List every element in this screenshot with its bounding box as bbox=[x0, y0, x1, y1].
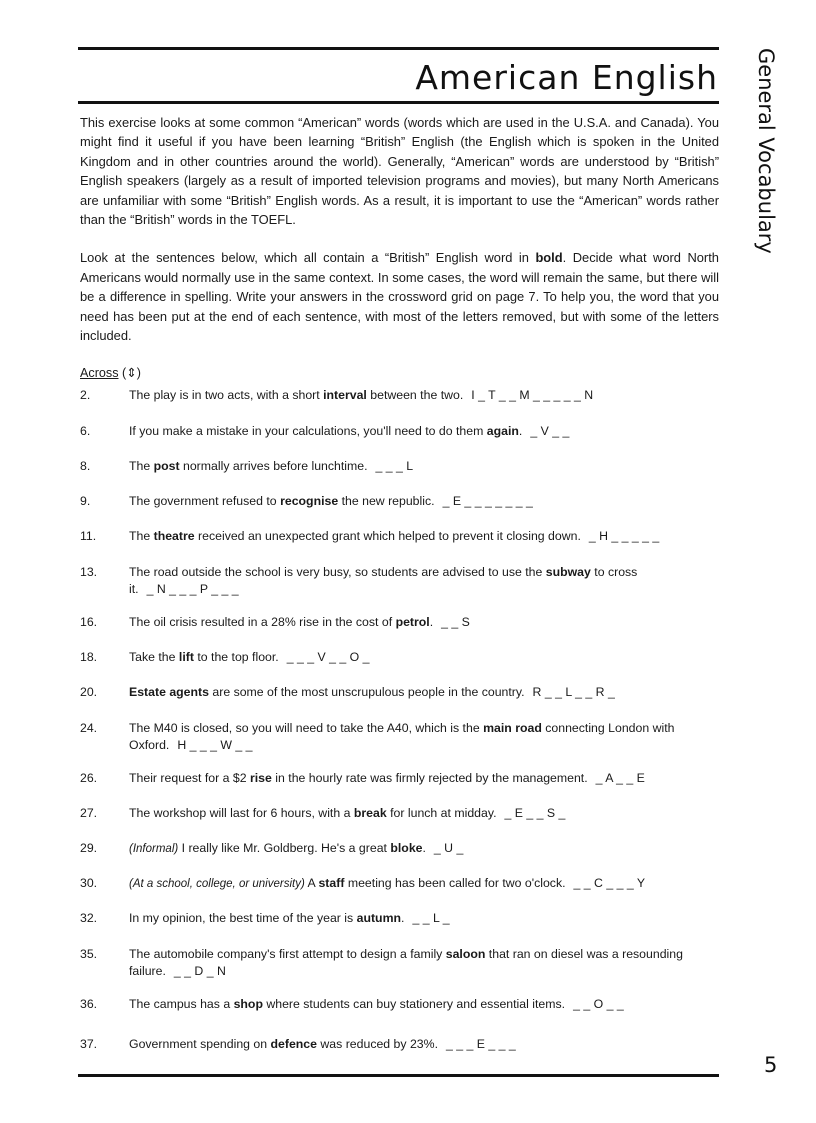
question-text bbox=[129, 650, 719, 667]
answer-hint: _ U _ bbox=[433, 841, 464, 855]
question-text bbox=[129, 565, 719, 598]
british-word: defence bbox=[270, 1037, 317, 1051]
sentence-start: The road outside the school is very busy, so students are advised to use the bbox=[129, 565, 546, 579]
british-word: shop bbox=[233, 997, 263, 1011]
question-text bbox=[129, 721, 719, 754]
sentence-end: that ran on diesel was a resounding failure. bbox=[129, 947, 683, 978]
british-word: saloon bbox=[445, 947, 486, 961]
british-word: again bbox=[486, 424, 519, 438]
context-note: (At a school, college, or university) bbox=[129, 878, 305, 890]
british-word: petrol bbox=[395, 615, 430, 629]
question-item bbox=[80, 997, 719, 1014]
question-text bbox=[129, 424, 719, 441]
question-number: 30. bbox=[80, 876, 98, 890]
answer-hint: _ _ D _ N bbox=[173, 963, 226, 978]
sentence-start: A bbox=[304, 876, 319, 890]
british-word: bloke bbox=[390, 841, 423, 855]
sentence-end: . bbox=[401, 911, 405, 925]
question-item bbox=[80, 388, 719, 405]
sentence-end: . bbox=[422, 841, 426, 855]
question-number: 8. bbox=[80, 459, 91, 473]
question-item bbox=[80, 459, 719, 476]
question-item bbox=[80, 911, 719, 928]
british-word: recognise bbox=[280, 494, 339, 508]
answer-hint: R _ _ L _ _ R _ bbox=[532, 685, 615, 699]
sentence-start: I really like Mr. Goldberg. He's a great bbox=[178, 841, 391, 855]
question-item bbox=[80, 1037, 719, 1054]
footer-rule bbox=[78, 1074, 719, 1077]
page-title: American English bbox=[415, 58, 718, 97]
question-item bbox=[80, 947, 719, 980]
sentence-end: for lunch at midday. bbox=[386, 806, 497, 820]
answer-hint: _ _ _ L bbox=[375, 459, 414, 473]
question-number: 24. bbox=[80, 721, 98, 735]
question-number: 16. bbox=[80, 615, 98, 629]
sentence-start: The M40 is closed, so you will need to take the A40, which is the bbox=[129, 721, 484, 735]
question-item bbox=[80, 721, 719, 754]
answer-hint: _ V _ _ bbox=[530, 424, 570, 438]
question-number: 6. bbox=[80, 424, 91, 438]
sentence-start: If you make a mistake in your calculations, you'll need to do them bbox=[129, 424, 487, 438]
intro-section bbox=[80, 113, 719, 384]
british-word: post bbox=[153, 459, 180, 473]
sentence-end: connecting London with Oxford. bbox=[129, 721, 675, 752]
question-text bbox=[129, 806, 719, 823]
question-item bbox=[80, 424, 719, 441]
answer-hint: _ E _ _ S _ bbox=[504, 806, 566, 820]
question-number: 13. bbox=[80, 565, 98, 579]
question-number: 9. bbox=[80, 494, 91, 508]
question-text bbox=[129, 911, 719, 928]
british-word: break bbox=[353, 806, 387, 820]
answer-hint: _ _ _ E _ _ _ bbox=[446, 1037, 516, 1051]
question-item bbox=[80, 529, 719, 546]
answer-hint: _ E _ _ _ _ _ _ _ bbox=[442, 494, 533, 508]
answer-hint: _ N _ _ _ P _ _ _ bbox=[146, 581, 239, 596]
across-heading: Across (⇕) bbox=[80, 366, 141, 381]
question-number: 26. bbox=[80, 771, 98, 785]
side-label-text: General Vocabulary bbox=[754, 48, 778, 254]
sentence-end: between the two. bbox=[366, 388, 464, 402]
header-bottom-rule bbox=[78, 101, 719, 104]
sentence-start: The oil crisis resulted in a 28% rise in the cost of bbox=[129, 615, 396, 629]
sentence-end: to the top floor. bbox=[193, 650, 279, 664]
question-text bbox=[129, 841, 719, 858]
question-number: 37. bbox=[80, 1037, 98, 1051]
question-item bbox=[80, 685, 719, 702]
british-word: main road bbox=[483, 721, 542, 735]
question-number: 35. bbox=[80, 947, 98, 961]
sentence-start: Their request for a $2 bbox=[129, 771, 250, 785]
question-item bbox=[80, 806, 719, 823]
sentence-start: The automobile company's first attempt to design a family bbox=[129, 947, 446, 961]
sentence-end: received an unexpected grant which helped to prevent it closing down. bbox=[194, 529, 581, 543]
question-text bbox=[129, 997, 719, 1014]
british-word: interval bbox=[323, 388, 367, 402]
question-item bbox=[80, 771, 719, 788]
answer-hint: _ _ L _ bbox=[412, 911, 450, 925]
answer-hint: _ _ C _ _ _ Y bbox=[573, 876, 646, 890]
sentence-end: . bbox=[429, 615, 434, 629]
british-word: lift bbox=[178, 650, 194, 664]
question-number: 11. bbox=[80, 529, 97, 543]
question-item bbox=[80, 615, 719, 632]
sentence-start: In my opinion, the best time of the year is bbox=[129, 911, 357, 925]
question-number: 20. bbox=[80, 685, 98, 699]
sentence-end: are some of the most unscrupulous people in the country. bbox=[208, 685, 525, 699]
answer-hint: I _ T _ _ M _ _ _ _ _ N bbox=[471, 388, 594, 402]
answer-hint: _ A _ _ E bbox=[595, 771, 645, 785]
question-text bbox=[129, 529, 719, 546]
question-text bbox=[129, 685, 719, 702]
answer-hint: _ H _ _ _ _ _ bbox=[588, 529, 660, 543]
sentence-start: Government spending on bbox=[129, 1037, 271, 1051]
question-item bbox=[80, 650, 719, 667]
sentence-start: The bbox=[129, 459, 154, 473]
question-text bbox=[129, 459, 719, 476]
british-word: subway bbox=[545, 565, 591, 579]
header-top-rule bbox=[78, 47, 719, 50]
context-note: (Informal) bbox=[129, 843, 179, 855]
question-number: 18. bbox=[80, 650, 98, 664]
british-word: Estate agents bbox=[129, 685, 209, 699]
question-item bbox=[80, 494, 719, 511]
sentence-start: The government refused to bbox=[129, 494, 281, 508]
question-text bbox=[129, 947, 719, 980]
sentence-end: . bbox=[518, 424, 523, 438]
answer-hint: _ _ O _ _ bbox=[573, 997, 624, 1011]
sentence-end: to cross it. bbox=[129, 565, 638, 596]
answer-hint: H _ _ _ W _ _ bbox=[177, 737, 253, 752]
question-text bbox=[129, 494, 719, 511]
sentence-start: The workshop will last for 6 hours, with a bbox=[129, 806, 354, 820]
question-text bbox=[129, 388, 719, 405]
question-text bbox=[129, 876, 719, 893]
intro-paragraph-1: This exercise looks at some common “American” words (words which are used in the U.S.A. and Canada). You might find it useful if you have been learning “British” English (the English which is spoken in the United Kingdom and in other countries around the world). Generally, “American” words are understood by “British” English speakers (largely as a result of imported television programs and movies), but many North Americans are unfamiliar with some “British” English words. As a result, it is important to use the “American” words rather than the “British” words in the TOEFL. bbox=[80, 115, 719, 228]
sentence-end: was reduced by 23%. bbox=[317, 1037, 438, 1051]
answer-hint: _ _ S bbox=[441, 615, 470, 629]
question-item bbox=[80, 565, 719, 598]
question-item bbox=[80, 841, 719, 858]
question-number: 36. bbox=[80, 997, 98, 1011]
question-text bbox=[129, 615, 719, 632]
question-number: 32. bbox=[80, 911, 98, 925]
british-word: theatre bbox=[153, 529, 195, 543]
sentence-start: Take the bbox=[129, 650, 179, 664]
question-item bbox=[80, 876, 719, 893]
sentence-end: in the hourly rate was firmly rejected by the management. bbox=[271, 771, 588, 785]
sentence-start: The campus has a bbox=[129, 997, 234, 1011]
question-text bbox=[129, 771, 719, 788]
sentence-end: where students can buy stationery and essential items. bbox=[262, 997, 566, 1011]
question-number: 27. bbox=[80, 806, 98, 820]
british-word: autumn bbox=[356, 911, 402, 925]
question-text bbox=[129, 1037, 719, 1054]
question-number: 2. bbox=[80, 388, 91, 402]
sentence-end: meeting has been called for two o'clock. bbox=[344, 876, 566, 890]
answer-hint: _ _ _ V _ _ O _ bbox=[286, 650, 370, 664]
sentence-end: normally arrives before lunchtime. bbox=[179, 459, 368, 473]
sentence-start: The bbox=[129, 529, 154, 543]
british-word: rise bbox=[249, 771, 272, 785]
page-number: 5 bbox=[764, 1053, 778, 1077]
sentence-start: The play is in two acts, with a short bbox=[129, 388, 324, 402]
sentence-end: the new republic. bbox=[338, 494, 435, 508]
british-word: staff bbox=[318, 876, 345, 890]
intro-paragraph-2: Look at the sentences below, which all contain a “British” English word in bold. Decide what word North Americans would normally use in the same context. In some cases, the word will remain the same, but there will be a difference in spelling. Write your answers in the crossword grid on page 7. To help you, the word that you need has been put at the end of each sentence, with most of the letters removed, but with some of the letters included. bbox=[80, 250, 719, 344]
section-side-label bbox=[748, 48, 788, 278]
question-number: 29. bbox=[80, 841, 98, 855]
